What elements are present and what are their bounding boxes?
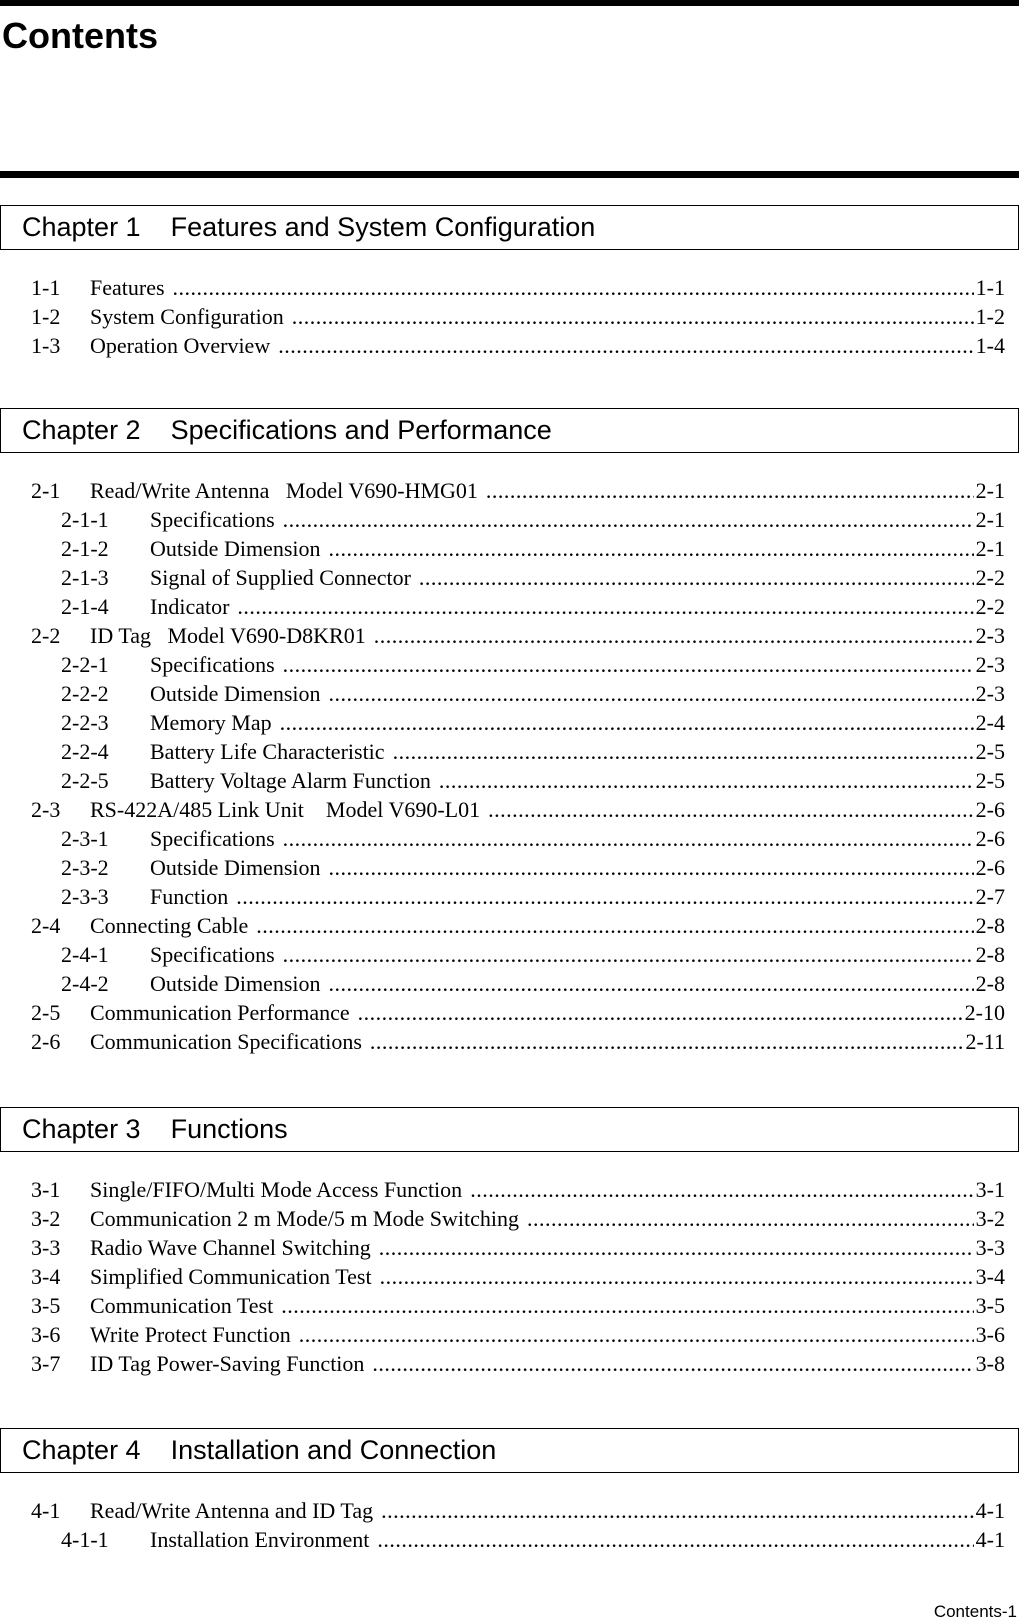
dot-leader — [278, 331, 973, 360]
dot-leader — [256, 911, 973, 940]
dot-leader — [329, 679, 974, 708]
toc-entry[interactable] — [0, 1175, 1019, 1204]
toc-entry-title: Simplified Communication Test — [90, 1264, 372, 1289]
toc-entry-number: 2-4-2 — [61, 971, 109, 996]
toc-entry[interactable] — [0, 1233, 1019, 1262]
toc-entry-title: Communication Test — [90, 1293, 274, 1318]
dot-leader — [283, 824, 974, 853]
toc-entry-number: 2-1-1 — [61, 507, 109, 532]
toc-entry-line — [90, 331, 1005, 360]
dot-leader — [283, 650, 974, 679]
dot-leader — [381, 1496, 974, 1525]
toc-entry-page: 2-3 — [975, 652, 1005, 677]
toc-entry-line — [90, 621, 1005, 650]
toc-entry[interactable] — [0, 1525, 1019, 1554]
toc-entry-line — [90, 1027, 1005, 1056]
toc-entry-title: Function — [150, 884, 229, 909]
toc-entry[interactable] — [0, 650, 1019, 679]
toc-entry[interactable] — [0, 766, 1019, 795]
dot-leader — [173, 273, 974, 302]
toc-entry-title: Specifications — [150, 652, 275, 677]
toc-entry-page: 2-3 — [975, 623, 1005, 648]
toc-entry[interactable] — [0, 882, 1019, 911]
toc-entry-title: Outside Dimension — [150, 855, 321, 880]
toc-entry[interactable] — [0, 302, 1019, 331]
toc-entry-line — [150, 679, 1005, 708]
toc-entry-number: 3-1 — [31, 1177, 61, 1202]
toc-entry-line — [150, 505, 1005, 534]
toc-entry[interactable] — [0, 853, 1019, 882]
chapter-heading: Chapter 4 Installation and Connection — [0, 1428, 1019, 1473]
dot-leader — [329, 969, 974, 998]
toc-entry-page: 2-11 — [965, 1029, 1005, 1054]
toc-entry[interactable] — [0, 621, 1019, 650]
toc-entry-page: 4-1 — [975, 1498, 1005, 1523]
toc-entry-line — [150, 766, 1005, 795]
toc-entry-number: 3-5 — [31, 1293, 61, 1318]
toc-entry-page: 2-10 — [964, 1000, 1005, 1025]
toc-entry-line — [90, 1233, 1005, 1262]
dot-leader — [283, 505, 974, 534]
toc-entry-number: 2-4 — [31, 913, 61, 938]
toc-entry-number: 2-3-2 — [61, 855, 109, 880]
dot-leader — [379, 1233, 974, 1262]
toc-entry[interactable] — [0, 1320, 1019, 1349]
toc-entry-title: Memory Map — [150, 710, 272, 735]
toc-entry-page: 3-5 — [975, 1293, 1005, 1318]
toc-entry-number: 1-3 — [31, 333, 61, 358]
toc-entry-line — [90, 795, 1005, 824]
toc-entry-number: 2-6 — [31, 1029, 61, 1054]
toc-entry[interactable] — [0, 331, 1019, 360]
chapter-entries — [0, 476, 1019, 1056]
toc-entry-title: Installation Environment — [150, 1527, 370, 1552]
toc-entry-page: 2-7 — [975, 884, 1005, 909]
chapter-entries — [0, 1496, 1019, 1554]
toc-entry-title: Outside Dimension — [150, 681, 321, 706]
toc-entry-line — [90, 1204, 1005, 1233]
toc-entry-number: 3-7 — [31, 1351, 61, 1376]
toc-entry-line — [90, 302, 1005, 331]
dot-leader — [237, 592, 973, 621]
toc-entry-page: 3-8 — [975, 1351, 1005, 1376]
toc-entry-title: Features — [90, 275, 165, 300]
dot-leader — [486, 476, 974, 505]
toc-entry-line — [90, 1291, 1005, 1320]
toc-entry-page: 2-6 — [975, 826, 1005, 851]
toc-entry-number: 2-1-3 — [61, 565, 109, 590]
dot-leader — [236, 882, 973, 911]
toc-entry-page: 1-4 — [975, 333, 1005, 358]
dot-leader — [393, 737, 974, 766]
toc-entry[interactable] — [0, 708, 1019, 737]
toc-entry[interactable] — [0, 737, 1019, 766]
toc-entry-line — [90, 1175, 1005, 1204]
toc-entry-line — [150, 969, 1005, 998]
toc-entry-number: 3-3 — [31, 1235, 61, 1260]
page-title: Contents — [2, 15, 158, 56]
toc-entry-line — [90, 1496, 1005, 1525]
toc-entry-number: 2-2-4 — [61, 739, 109, 764]
toc-entry[interactable] — [0, 1204, 1019, 1233]
dot-leader — [377, 1525, 973, 1554]
toc-entry-page: 2-3 — [975, 681, 1005, 706]
dot-leader — [527, 1204, 974, 1233]
toc-entry-line — [150, 882, 1005, 911]
toc-entry-page: 2-5 — [975, 739, 1005, 764]
toc-entry-title: RS-422A/485 Link Unit Model V690-L01 — [90, 797, 481, 822]
toc-entry-number: 2-3-3 — [61, 884, 109, 909]
toc-entry[interactable] — [0, 1496, 1019, 1525]
toc-entry-title: Battery Voltage Alarm Function — [150, 768, 431, 793]
toc-entry-line — [150, 708, 1005, 737]
toc-entry-number: 2-3 — [31, 797, 61, 822]
toc-entry-number: 4-1 — [31, 1498, 61, 1523]
toc-entry-line — [90, 1320, 1005, 1349]
toc-entry[interactable] — [0, 1291, 1019, 1320]
toc-entry-number: 4-1-1 — [61, 1527, 109, 1552]
toc-entry[interactable] — [0, 998, 1019, 1027]
toc-entry-title: Single/FIFO/Multi Mode Access Function — [90, 1177, 463, 1202]
toc-entry-title: Specifications — [150, 942, 275, 967]
toc-entry-line — [90, 1349, 1005, 1378]
toc-entry-page: 2-5 — [975, 768, 1005, 793]
dot-leader — [470, 1175, 973, 1204]
toc-entry-line — [150, 1525, 1005, 1554]
toc-entry-number: 1-2 — [31, 304, 61, 329]
dot-leader — [374, 621, 974, 650]
dot-leader — [299, 1320, 974, 1349]
dot-leader — [280, 708, 974, 737]
dot-leader — [329, 534, 974, 563]
toc-entry-page: 2-2 — [975, 565, 1005, 590]
toc-entry[interactable] — [0, 273, 1019, 302]
dot-leader — [439, 766, 974, 795]
toc-entry-title: Outside Dimension — [150, 971, 321, 996]
toc-entry-number: 3-4 — [31, 1264, 61, 1289]
toc-entry-line — [90, 998, 1005, 1027]
toc-entry[interactable] — [0, 476, 1019, 505]
toc-entry-title: Write Protect Function — [90, 1322, 291, 1347]
toc-entry-page: 3-4 — [975, 1264, 1005, 1289]
toc-entry-title: Outside Dimension — [150, 536, 321, 561]
toc-entry-title: System Configuration — [90, 304, 284, 329]
dot-leader — [372, 1349, 973, 1378]
dot-leader — [329, 853, 974, 882]
toc-entry-number: 2-2-1 — [61, 652, 109, 677]
toc-entry-title: ID Tag Power-Saving Function — [90, 1351, 365, 1376]
toc-entry-number: 3-6 — [31, 1322, 61, 1347]
toc-entry[interactable] — [0, 911, 1019, 940]
toc-entry-line — [150, 592, 1005, 621]
toc-entry-title: Read/Write Antenna Model V690-HMG01 — [90, 478, 478, 503]
toc-entry-line — [90, 476, 1005, 505]
dot-leader — [419, 563, 974, 592]
toc-entry-number: 1-1 — [31, 275, 61, 300]
toc-entry-page: 3-6 — [975, 1322, 1005, 1347]
toc-entry-title: Signal of Supplied Connector — [150, 565, 411, 590]
toc-entry-number: 2-1-2 — [61, 536, 109, 561]
toc-entry[interactable] — [0, 824, 1019, 853]
toc-entry[interactable] — [0, 1349, 1019, 1378]
page-footer: Contents-1 — [933, 1602, 1017, 1621]
toc-entry-line — [150, 534, 1005, 563]
toc-entry-title: Battery Life Characteristic — [150, 739, 385, 764]
toc-entry-number: 2-4-1 — [61, 942, 109, 967]
toc-entry-title: Specifications — [150, 507, 275, 532]
toc-entry[interactable] — [0, 795, 1019, 824]
toc-entry-line — [150, 650, 1005, 679]
dot-leader — [283, 940, 974, 969]
toc-entry-page: 2-4 — [975, 710, 1005, 735]
toc-entry-number: 2-1 — [31, 478, 61, 503]
toc-entry-page: 1-2 — [975, 304, 1005, 329]
toc-entry-title: Read/Write Antenna and ID Tag — [90, 1498, 374, 1523]
toc-entry-line — [150, 563, 1005, 592]
toc-entry[interactable] — [0, 969, 1019, 998]
toc-entry[interactable] — [0, 563, 1019, 592]
toc-entry-line — [90, 1262, 1005, 1291]
toc-entry[interactable] — [0, 1027, 1019, 1056]
toc-entry-title: Specifications — [150, 826, 275, 851]
toc-entry[interactable] — [0, 534, 1019, 563]
dot-leader — [380, 1262, 974, 1291]
toc-entry-title: Communication Performance — [90, 1000, 350, 1025]
toc-entry-page: 2-6 — [975, 855, 1005, 880]
toc-entry-page: 2-8 — [975, 913, 1005, 938]
chapter-heading: Chapter 1 Features and System Configuration — [0, 205, 1019, 250]
toc-entry-page: 2-8 — [975, 942, 1005, 967]
dot-leader — [370, 1027, 964, 1056]
toc-entry-title: Communication Specifications — [90, 1029, 362, 1054]
toc-entry-title: Operation Overview — [90, 333, 271, 358]
toc-entry-line — [150, 737, 1005, 766]
toc-entry-page: 2-1 — [975, 536, 1005, 561]
chapter-heading: Chapter 2 Specifications and Performance — [0, 408, 1019, 453]
toc-entry-number: 2-1-4 — [61, 594, 109, 619]
toc-entry-line — [90, 273, 1005, 302]
chapter-heading: Chapter 3 Functions — [0, 1107, 1019, 1152]
toc-entry-number: 2-5 — [31, 1000, 61, 1025]
toc-entry[interactable] — [0, 505, 1019, 534]
title-rule — [0, 171, 1019, 178]
toc-entry[interactable] — [0, 940, 1019, 969]
toc-entry-number: 2-2-5 — [61, 768, 109, 793]
dot-leader — [358, 998, 963, 1027]
toc-entry-page: 2-8 — [975, 971, 1005, 996]
toc-entry-title: Connecting Cable — [90, 913, 249, 938]
toc-entry-title: Indicator — [150, 594, 230, 619]
toc-entry-page: 2-1 — [975, 478, 1005, 503]
toc-entry-title: Radio Wave Channel Switching — [90, 1235, 371, 1260]
toc-entry-number: 3-2 — [31, 1206, 61, 1231]
toc-entry-title: ID Tag Model V690-D8KR01 — [90, 623, 366, 648]
toc-entry[interactable] — [0, 1262, 1019, 1291]
toc-entry-line — [150, 940, 1005, 969]
toc-entry[interactable] — [0, 592, 1019, 621]
toc-entry-number: 2-3-1 — [61, 826, 109, 851]
chapter-entries — [0, 273, 1019, 360]
toc-entry-line — [90, 911, 1005, 940]
dot-leader — [281, 1291, 973, 1320]
toc-entry-page: 4-1 — [975, 1527, 1005, 1552]
chapter-entries — [0, 1175, 1019, 1378]
toc-entry[interactable] — [0, 679, 1019, 708]
toc-entry-number: 2-2 — [31, 623, 61, 648]
toc-entry-line — [150, 824, 1005, 853]
toc-entry-title: Communication 2 m Mode/5 m Mode Switching — [90, 1206, 519, 1231]
toc-entry-page: 2-6 — [975, 797, 1005, 822]
top-rule — [0, 0, 1019, 6]
toc-entry-number: 2-2-3 — [61, 710, 109, 735]
dot-leader — [488, 795, 974, 824]
toc-entry-page: 3-3 — [975, 1235, 1005, 1260]
toc-entry-page: 2-2 — [975, 594, 1005, 619]
dot-leader — [292, 302, 974, 331]
toc-entry-line — [150, 853, 1005, 882]
toc-entry-page: 1-1 — [975, 275, 1005, 300]
toc-entry-page: 3-1 — [975, 1177, 1005, 1202]
toc-entry-page: 2-1 — [975, 507, 1005, 532]
toc-entry-page: 3-2 — [975, 1206, 1005, 1231]
toc-entry-number: 2-2-2 — [61, 681, 109, 706]
